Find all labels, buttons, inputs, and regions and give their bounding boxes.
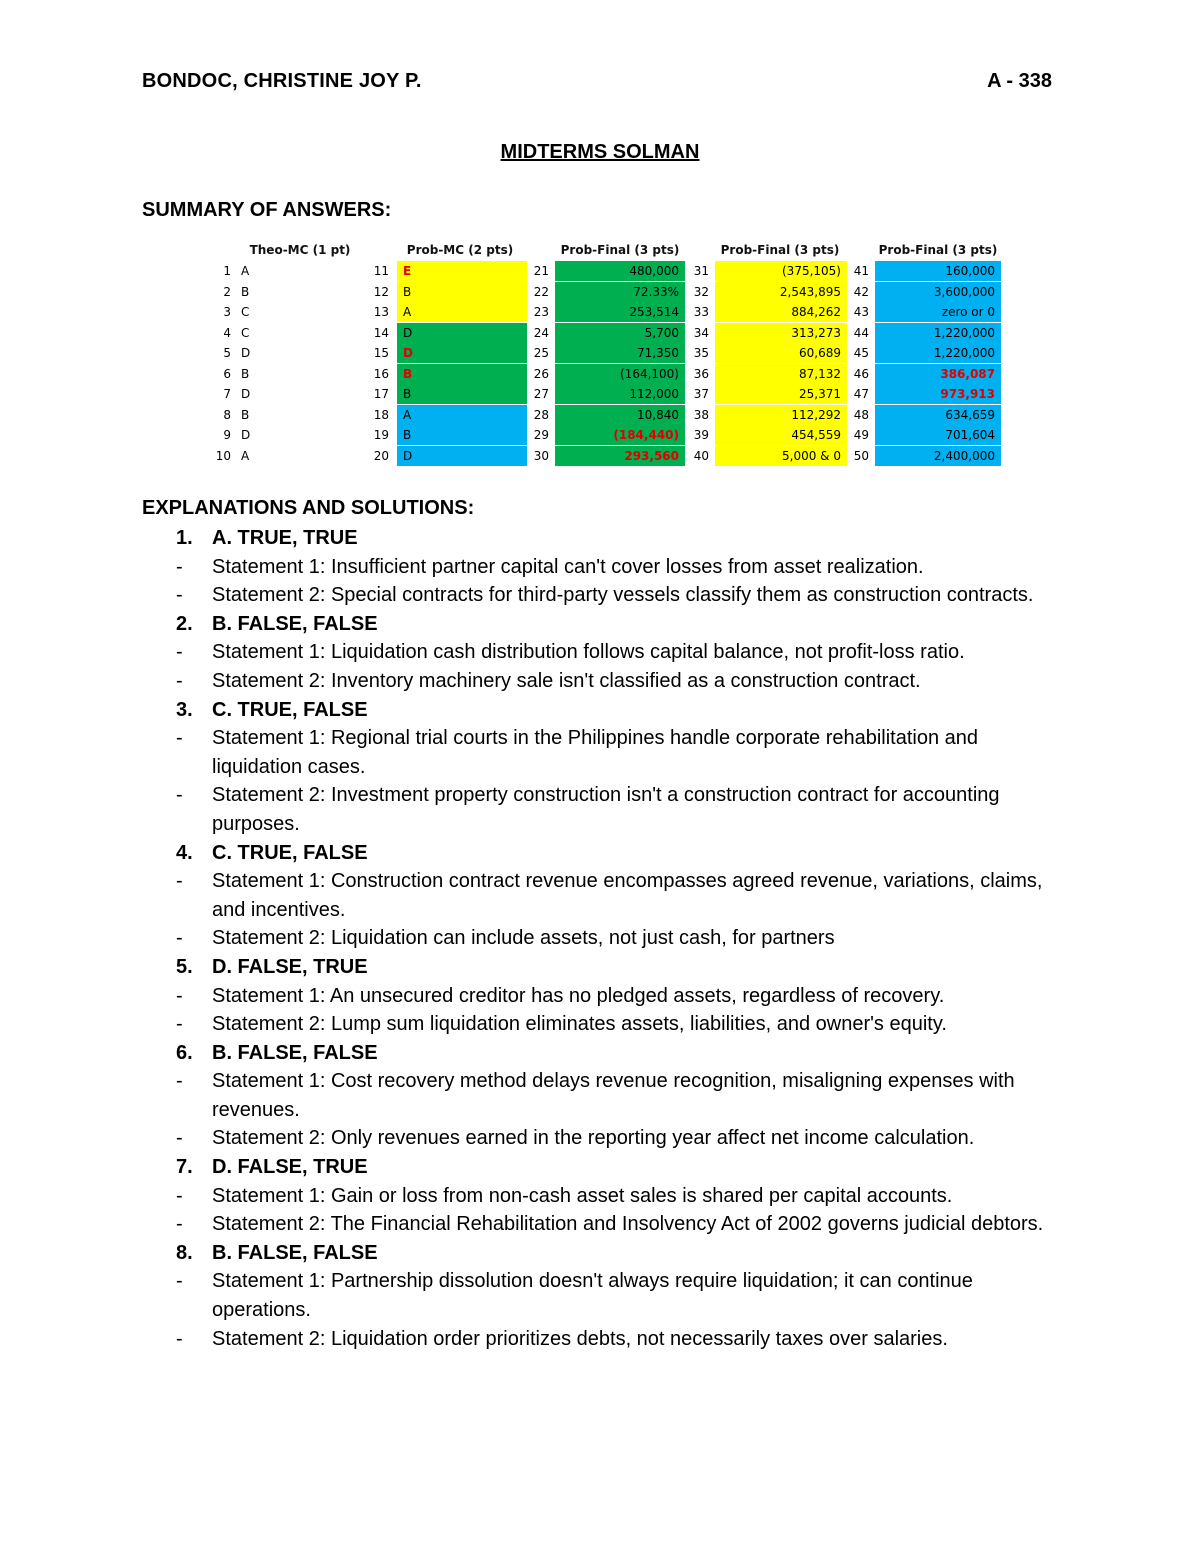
answer-number: 40 — [693, 448, 709, 463]
answer-cell: 2,400,000 — [875, 446, 1001, 466]
item-answer-text: B. FALSE, FALSE — [212, 612, 378, 635]
answer-number: 15 — [373, 346, 389, 360]
col-header-prob-final-2: Prob-Final (3 pts) — [720, 243, 840, 257]
answer-cell: (375,105) — [715, 261, 847, 281]
answer-cell: 2,543,895 — [715, 282, 847, 302]
answer-cell: 293,560 — [555, 446, 685, 466]
statement-text: Statement 2: Liquidation can include assets, not just cash, for partners — [212, 927, 835, 950]
answer-cell: A — [241, 448, 250, 463]
summary-heading: SUMMARY OF ANSWERS: — [142, 199, 392, 221]
answer-number: 9 — [223, 428, 231, 442]
item-number: 6. — [176, 1041, 193, 1064]
item-number: 2. — [176, 612, 193, 635]
col-header-prob-final-1: Prob-Final (3 pts) — [560, 243, 680, 257]
answer-number: 7 — [223, 387, 231, 401]
dash-bullet: - — [176, 555, 183, 578]
col-header-prob-final-3: Prob-Final (3 pts) — [878, 243, 998, 257]
answer-number: 8 — [223, 407, 231, 422]
answer-number: 25 — [533, 346, 549, 360]
dash-bullet: - — [176, 784, 183, 807]
dash-bullet: - — [176, 1013, 183, 1036]
answer-cell: 386,087 — [875, 364, 1001, 384]
answer-cell: 160,000 — [875, 261, 1001, 281]
statement-text: Statement 1: Regional trial courts in the Philippines handle corporate rehabilitation and liquidation cases. — [212, 727, 979, 778]
item-answer-text: B. FALSE, FALSE — [212, 1041, 378, 1064]
answer-cell: 634,659 — [875, 405, 1001, 425]
statement-text: Statement 2: The Financial Rehabilitation and Insolvency Act of 2002 governs judicial debtors. — [212, 1213, 1044, 1236]
answer-number: 35 — [693, 346, 709, 360]
dash-bullet: - — [176, 1327, 183, 1350]
col-header-theo-mc: Theo-MC (1 pt) — [249, 243, 351, 257]
answer-cell: B — [397, 364, 527, 384]
statement-text: Statement 2: Special contracts for third-party vessels classify them as construction contracts. — [212, 584, 1034, 607]
answer-cell: (184,440) — [555, 425, 685, 445]
answer-number: 33 — [693, 305, 709, 319]
dash-bullet: - — [176, 641, 183, 664]
answer-number: 26 — [533, 366, 549, 381]
dash-bullet: - — [176, 927, 183, 950]
answer-cell: 5,700 — [555, 323, 685, 343]
student-name: BONDOC, CHRISTINE JOY P. — [142, 70, 422, 92]
explanation-statement — [142, 1124, 1062, 1153]
explanation-statement — [142, 1267, 1062, 1324]
answer-number: 12 — [373, 284, 389, 299]
explanation-item-answer — [142, 1153, 1062, 1182]
item-number: 3. — [176, 698, 193, 721]
explanation-item-answer — [142, 1039, 1062, 1068]
explanation-statement — [142, 724, 1062, 781]
answer-number: 46 — [853, 366, 869, 381]
answer-cell: B — [397, 425, 527, 445]
explanation-statement — [142, 638, 1062, 667]
answer-number: 42 — [853, 284, 869, 299]
answer-cell: 10,840 — [555, 405, 685, 425]
answer-number: 14 — [373, 325, 389, 340]
answer-cell: 1,220,000 — [875, 323, 1001, 343]
dash-bullet: - — [176, 1184, 183, 1207]
statement-text: Statement 1: Gain or loss from non-cash asset sales is shared per capital accounts. — [212, 1184, 953, 1207]
item-answer-text: C. TRUE, FALSE — [212, 698, 368, 721]
dash-bullet: - — [176, 669, 183, 692]
answer-cell: 25,371 — [715, 384, 847, 404]
answer-cell: 480,000 — [555, 261, 685, 281]
explanation-item-answer — [142, 524, 1062, 553]
answer-cell: zero or 0 — [875, 302, 1001, 322]
answer-number: 23 — [533, 305, 549, 319]
answer-number: 21 — [533, 264, 549, 278]
answer-number: 31 — [693, 264, 709, 278]
answer-cell: 253,514 — [555, 302, 685, 322]
explanation-statement — [142, 553, 1062, 582]
answer-cell: D — [241, 387, 251, 401]
explanation-statement — [142, 667, 1062, 696]
answer-cell: D — [397, 446, 527, 466]
explanation-statement — [142, 982, 1062, 1011]
answer-cell: B — [241, 366, 250, 381]
explanation-statement — [142, 1325, 1062, 1354]
statement-text: Statement 1: Partnership dissolution doesn't always require liquidation; it can continue operations. — [212, 1270, 973, 1322]
statement-text: Statement 2: Inventory machinery sale isn't classified as a construction contract. — [212, 669, 921, 692]
answer-cell: 112,000 — [555, 384, 685, 404]
answer-cell: 701,604 — [875, 425, 1001, 445]
answer-number: 29 — [533, 428, 549, 442]
student-code: A - 338 — [987, 70, 1052, 92]
explanation-statement — [142, 924, 1062, 953]
explanation-item-answer — [142, 696, 1062, 725]
statement-text: Statement 2: Lump sum liquidation eliminates assets, liabilities, and owner's equity. — [212, 1013, 947, 1036]
answer-number: 28 — [533, 407, 549, 422]
explanations-list — [142, 524, 1062, 1353]
answer-cell: D — [241, 346, 251, 360]
dash-bullet: - — [176, 584, 183, 607]
answer-number: 37 — [693, 387, 709, 401]
answer-cell: (164,100) — [555, 364, 685, 384]
answer-number: 22 — [533, 284, 549, 299]
explanation-item-answer — [142, 1239, 1062, 1268]
item-number: 5. — [176, 955, 193, 978]
answer-number: 5 — [223, 346, 231, 360]
answer-cell: 72.33% — [555, 282, 685, 302]
answer-cell: A — [397, 405, 527, 425]
answer-number: 44 — [853, 325, 869, 340]
answer-number: 27 — [533, 387, 549, 401]
explanation-statement — [142, 581, 1062, 610]
answer-number: 13 — [373, 305, 389, 319]
dash-bullet: - — [176, 727, 183, 750]
statement-text: Statement 1: Cost recovery method delays revenue recognition, misaligning expenses with revenues. — [212, 1070, 1015, 1121]
answer-number: 41 — [853, 264, 869, 278]
item-number: 4. — [176, 841, 193, 864]
dash-bullet: - — [176, 870, 183, 893]
answer-cell: 87,132 — [715, 364, 847, 384]
answer-cell: 5,000 & 0 — [715, 446, 847, 466]
answer-cell: 1,220,000 — [875, 343, 1001, 363]
item-answer-text: B. FALSE, FALSE — [212, 1241, 378, 1264]
statement-text: Statement 2: Investment property construction isn't a construction contract for accounting purposes. — [212, 784, 1000, 835]
item-number: 7. — [176, 1156, 193, 1179]
answer-number: 4 — [223, 325, 231, 340]
statement-text: Statement 2: Liquidation order prioritizes debts, not necessarily taxes over salaries. — [212, 1327, 948, 1350]
answer-number: 47 — [853, 387, 869, 401]
explanation-statement — [142, 781, 1062, 838]
statement-text: Statement 1: Insufficient partner capital can't cover losses from asset realization. — [212, 555, 924, 578]
answer-number: 34 — [693, 325, 709, 340]
page-title: MIDTERMS SOLMAN — [500, 141, 700, 163]
answer-cell: 313,273 — [715, 323, 847, 343]
col-header-prob-mc: Prob-MC (2 pts) — [406, 243, 514, 257]
answer-cell: 60,689 — [715, 343, 847, 363]
answer-number: 30 — [533, 448, 549, 463]
explanation-statement — [142, 867, 1062, 924]
item-answer-text: C. TRUE, FALSE — [212, 841, 368, 864]
explanation-item-answer — [142, 610, 1062, 639]
answer-cell: 71,350 — [555, 343, 685, 363]
answer-number: 45 — [853, 346, 869, 360]
item-answer-text: A. TRUE, TRUE — [212, 527, 358, 549]
item-number: 1. — [176, 527, 193, 549]
answer-cell: B — [397, 384, 527, 404]
answer-number: 2 — [223, 284, 231, 299]
answer-cell: B — [397, 282, 527, 302]
explanation-statement — [142, 1182, 1062, 1211]
answer-cell: 3,600,000 — [875, 282, 1001, 302]
answer-cell: B — [241, 284, 250, 299]
item-answer-text: D. FALSE, TRUE — [212, 955, 368, 978]
answer-number: 48 — [853, 407, 869, 422]
answer-cell: C — [241, 305, 250, 319]
answer-cell: B — [241, 407, 250, 422]
answer-number: 1 — [223, 264, 231, 278]
dash-bullet: - — [176, 1127, 183, 1150]
explanation-statement — [142, 1010, 1062, 1039]
item-number: 8. — [176, 1241, 193, 1264]
statement-text: Statement 1: An unsecured creditor has no pledged assets, regardless of recovery. — [212, 984, 945, 1007]
dash-bullet: - — [176, 984, 183, 1007]
answer-cell: D — [397, 343, 527, 363]
answer-number: 6 — [223, 366, 231, 381]
dash-bullet: - — [176, 1213, 183, 1236]
answer-cell: 973,913 — [875, 384, 1001, 404]
explanations-heading: EXPLANATIONS AND SOLUTIONS: — [142, 497, 475, 519]
answer-number: 11 — [373, 264, 389, 278]
answer-number: 24 — [533, 325, 549, 340]
statement-text: Statement 2: Only revenues earned in the reporting year affect net income calculation. — [212, 1127, 975, 1150]
dash-bullet: - — [176, 1270, 183, 1293]
answer-number: 17 — [373, 387, 389, 401]
explanation-item-answer — [142, 839, 1062, 868]
explanation-item-answer — [142, 953, 1062, 982]
answer-number: 16 — [373, 366, 389, 381]
answer-cell: 454,559 — [715, 425, 847, 445]
answer-number: 49 — [853, 428, 869, 442]
dash-bullet: - — [176, 1070, 183, 1093]
answer-number: 50 — [853, 448, 869, 463]
answer-cell: D — [241, 428, 251, 442]
answer-cell: 884,262 — [715, 302, 847, 322]
answer-cell: D — [397, 323, 527, 343]
answer-number: 3 — [223, 305, 231, 319]
answer-key-table — [205, 240, 1005, 470]
answer-number: 38 — [693, 407, 709, 422]
statement-text: Statement 1: Liquidation cash distribution follows capital balance, not profit-loss ratio. — [212, 641, 965, 664]
answer-cell: 112,292 — [715, 405, 847, 425]
answer-number: 32 — [693, 284, 709, 299]
answer-number: 18 — [373, 407, 389, 422]
answer-number: 43 — [853, 305, 869, 319]
answer-number: 19 — [373, 428, 389, 442]
statement-text: Statement 1: Construction contract revenue encompasses agreed revenue, variations, claims, and incentives. — [212, 870, 1043, 921]
answer-number: 39 — [693, 428, 709, 442]
explanation-statement — [142, 1210, 1062, 1239]
answer-cell: C — [241, 325, 250, 340]
answer-number: 20 — [373, 448, 389, 463]
item-answer-text: D. FALSE, TRUE — [212, 1156, 368, 1179]
answer-cell: A — [241, 264, 250, 278]
answer-cell: A — [397, 302, 527, 322]
answer-cell: E — [397, 261, 527, 281]
answer-number: 10 — [215, 448, 231, 463]
explanation-statement — [142, 1067, 1062, 1124]
answer-number: 36 — [693, 366, 709, 381]
